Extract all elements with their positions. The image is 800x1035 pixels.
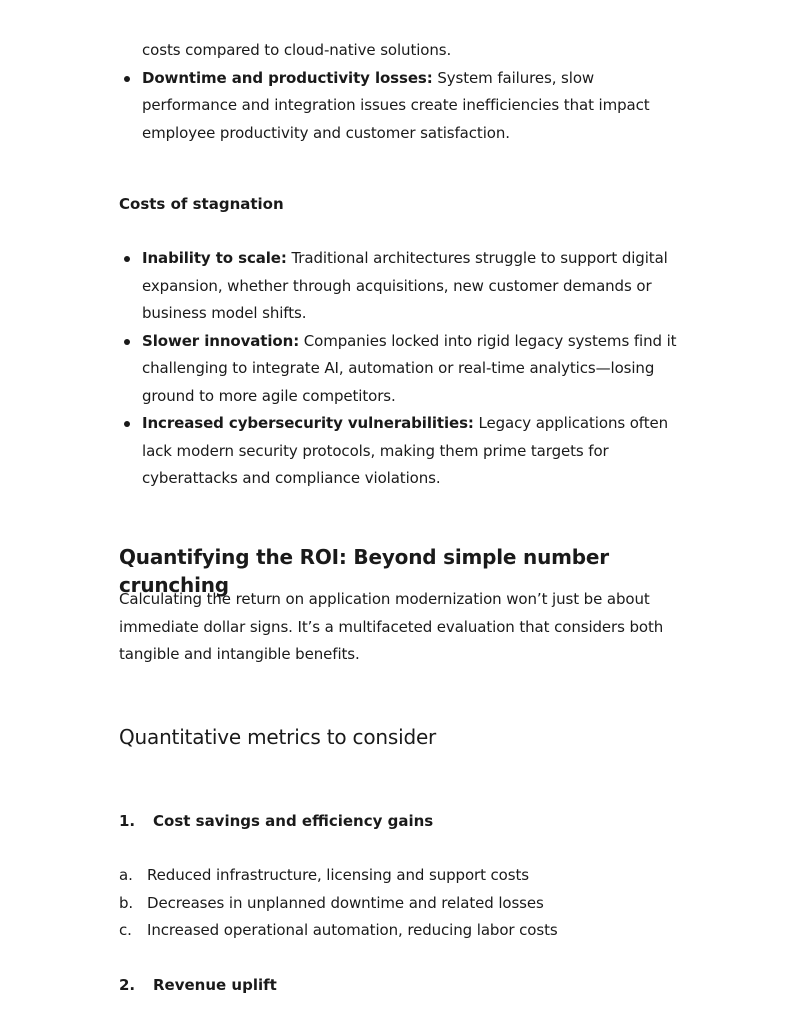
- list-item: [119, 917, 689, 945]
- bullet-text: Traditional architectures struggle to support digital expansion, whether through acquisitions, new customer demands or business model shifts.: [142, 249, 668, 322]
- item-letter: b.: [119, 893, 134, 912]
- bullet-lead: Inability to scale:: [142, 249, 287, 267]
- list-item: [119, 862, 689, 890]
- stagnation-bullet-list: [119, 245, 689, 493]
- item-title: Cost savings and efficiency gains: [153, 812, 434, 830]
- bullet-text: Legacy applications often lack modern security protocols, making them prime targets for cyberattacks and compliance violations.: [142, 414, 669, 487]
- item-title: Revenue uplift: [153, 976, 277, 994]
- bullet-text: System failures, slow performance and integration issues create inefficiencies that impact employee productivity and customer satisfaction.: [142, 68, 650, 142]
- subsection-heading: Quantitative metrics to consider: [119, 725, 437, 749]
- numbered-item-1: [119, 810, 433, 832]
- section-heading: Quantifying the ROI: Beyond simple number crunching: [119, 545, 609, 597]
- item-number: 1.: [119, 812, 136, 830]
- item-letter: c.: [119, 921, 132, 939]
- bullet-text: Companies locked into rigid legacy systems find it challenging to integrate AI, automation or real-time analytics—losing ground to more agile competitors.: [142, 331, 677, 405]
- item-text: Reduced infrastructure, licensing and support costs: [147, 866, 529, 884]
- bullet-lead: Increased cybersecurity vulnerabilities:: [142, 414, 474, 432]
- intro-bullet-list: [119, 37, 689, 147]
- bullet-lead: Slower innovation:: [142, 331, 300, 350]
- item-number: 2.: [119, 976, 136, 994]
- list-item: [119, 410, 689, 493]
- item-text: Increased operational automation, reducing labor costs: [147, 921, 558, 939]
- list-item: [119, 37, 689, 65]
- item-text: Decreases in unplanned downtime and related losses: [147, 893, 544, 912]
- list-item: [119, 245, 689, 328]
- bullet-lead: Downtime and productivity losses:: [142, 68, 433, 87]
- section-subheading: Costs of stagnation: [119, 195, 284, 213]
- roi-paragraph: Calculating the return on application modernization won’t just be about immediate dollar signs. It’s a multifaceted evaluation that considers both tangible and intangible benefits.: [119, 590, 664, 663]
- list-item: [119, 328, 689, 411]
- bullet-text: costs compared to cloud-native solutions.: [142, 41, 452, 59]
- list-item: [119, 65, 689, 148]
- numbered-item-2: [119, 974, 277, 996]
- item-letter: a.: [119, 866, 133, 884]
- lettered-sublist: [119, 862, 689, 945]
- list-item: [119, 890, 689, 918]
